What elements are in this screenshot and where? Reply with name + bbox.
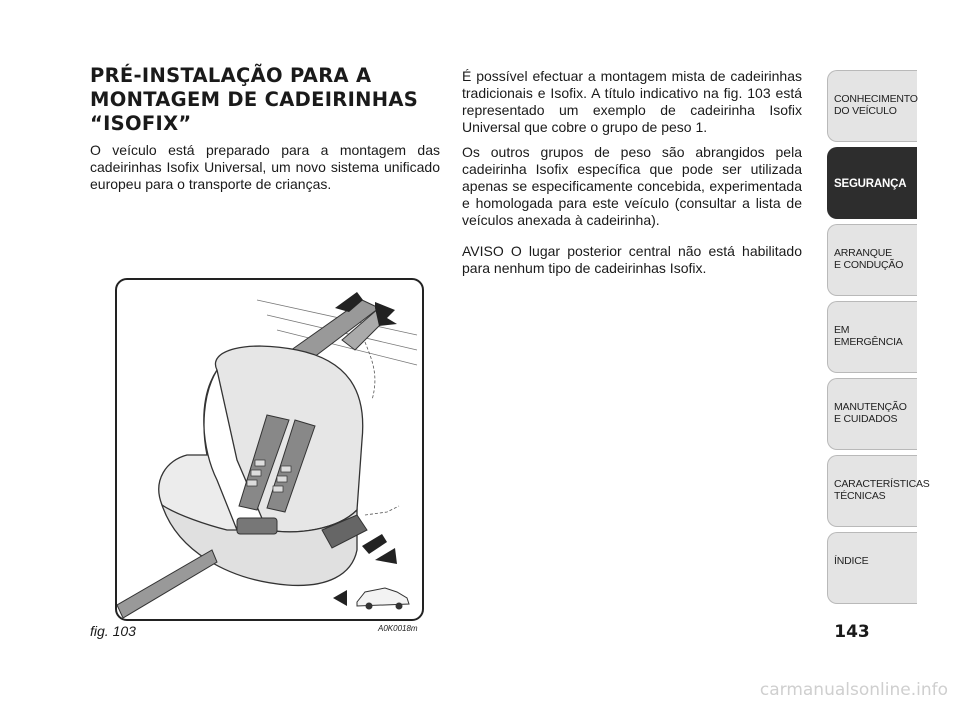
tab-conhecimento[interactable]: [827, 70, 917, 142]
tab-label: ARRANQUE E CONDUÇÃO: [834, 247, 904, 271]
tab-caracteristicas[interactable]: [827, 455, 930, 527]
heading-line-1: PRÉ-INSTALAÇÃO PARA A: [90, 64, 372, 87]
tab-emergencia[interactable]: [827, 301, 917, 373]
chapter-tabs: [827, 70, 930, 609]
watermark: carmanualsonline.info: [759, 680, 948, 700]
paragraph-mixed-mounting: É possível efectuar a montagem mista de cadeirinhas tradicionais e Isofix. A título indicativo na fig. 103 está representado um exemplo de cadeirinha Isofix Universal que cobre o grupo de peso 1.: [462, 68, 802, 135]
tab-label: ÍNDICE: [834, 555, 869, 567]
section-heading: [90, 64, 440, 136]
tab-indice[interactable]: [827, 532, 917, 604]
paragraph-warning: AVISO O lugar posterior central não está habilitado para nenhum tipo de cadeirinhas Isofix.: [462, 243, 802, 276]
intro-paragraph: O veículo está preparado para a montagem das cadeirinhas Isofix Universal, um novo sistema unificado europeu para o transporte de crianças.: [90, 142, 440, 192]
tab-label: MANUTENÇÃO E CUIDADOS: [834, 401, 907, 425]
child-seat-drawing: [117, 280, 422, 619]
right-column: [462, 68, 802, 285]
page-number: 143: [834, 622, 870, 642]
figure-child-seat-illustration: [115, 278, 424, 621]
heading-line-2: MONTAGEM DE CADEIRINHAS: [90, 88, 419, 111]
tab-label: CARACTERÍSTICAS TÉCNICAS: [834, 478, 930, 502]
paragraph-weight-groups: Os outros grupos de peso são abrangidos pela cadeirinha Isofix específica que pode ser utilizada apenas se especificamente concebida, experimentada e homologada para este veículo (consultar a lista de veículos anexada à cadeirinha).: [462, 144, 802, 228]
tab-label: CONHECIMENTO DO VEÍCULO: [834, 93, 918, 117]
car-icon: [357, 588, 409, 609]
heading-line-3: “ISOFIX”: [90, 112, 192, 135]
tab-manutencao[interactable]: [827, 378, 917, 450]
tab-seguranca[interactable]: [827, 147, 917, 219]
tab-label: SEGURANÇA: [834, 178, 907, 190]
figure-caption: fig. 103: [90, 623, 136, 639]
figure-code: A0K0018m: [378, 624, 418, 633]
direction-arrow-icon: [333, 590, 347, 606]
tab-label: EM EMERGÊNCIA: [834, 324, 903, 348]
tab-arranque[interactable]: [827, 224, 917, 296]
